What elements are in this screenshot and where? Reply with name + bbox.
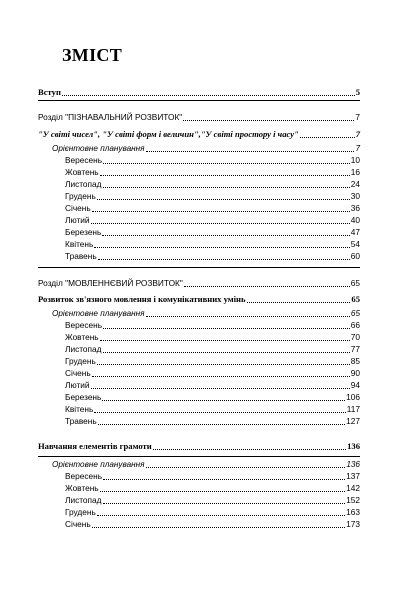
dot-leader <box>247 302 351 303</box>
dot-leader <box>91 223 350 224</box>
section-divider <box>38 100 360 101</box>
toc-page-number: 65 <box>350 309 360 318</box>
dot-leader <box>62 95 355 96</box>
toc-entry-section-speech[interactable] <box>38 278 360 289</box>
toc-entry-subsection-numbers[interactable] <box>38 129 360 140</box>
dot-leader <box>98 424 345 425</box>
toc-page-number: 94 <box>350 380 360 390</box>
toc-entry-label: Вересень <box>65 155 103 165</box>
toc-page-number: 40 <box>350 215 360 225</box>
dot-leader <box>92 211 350 212</box>
dot-leader <box>100 491 346 492</box>
toc-page-number: 117 <box>346 404 360 414</box>
toc-page-number: 106 <box>346 392 360 402</box>
toc-entry-month[interactable] <box>38 404 360 415</box>
toc-entry-intro[interactable] <box>38 87 360 98</box>
toc-entry-label: Лютий <box>65 215 90 225</box>
toc-page-number: 47 <box>350 227 360 237</box>
toc-page-number: 77 <box>350 344 360 354</box>
dot-leader <box>184 286 350 287</box>
toc-entry-month[interactable] <box>38 239 360 250</box>
toc-entry-month[interactable] <box>38 215 360 226</box>
toc-entry-label: Жовтень <box>65 483 99 493</box>
toc-entry-month[interactable] <box>38 495 360 506</box>
toc-entry-month[interactable] <box>38 344 360 355</box>
dot-leader <box>146 151 355 152</box>
toc-entry-month[interactable] <box>38 251 360 262</box>
dot-leader <box>92 527 345 528</box>
toc-entry-month[interactable] <box>38 368 360 379</box>
dot-leader <box>102 235 349 236</box>
toc-entry-label: Вступ <box>38 87 61 97</box>
toc-entry-label: Січень <box>65 519 91 529</box>
dot-leader <box>97 199 350 200</box>
toc-entry-month[interactable] <box>38 483 360 494</box>
dot-leader <box>300 137 355 138</box>
toc-page-number: 10 <box>350 155 360 165</box>
toc-entry-month[interactable] <box>38 332 360 343</box>
toc-page-number: 5 <box>355 87 360 97</box>
toc-page-number: 24 <box>350 179 360 189</box>
toc-entry-label: Березень <box>65 392 102 402</box>
dot-leader <box>98 259 350 260</box>
toc-entry-month[interactable] <box>38 519 360 530</box>
toc-page-number: 127 <box>346 416 360 426</box>
toc-entry-label: Квітень <box>65 404 94 414</box>
toc-entry-label: "У світі чисел", "У світі форм і величин","У світі простору і часу" <box>38 129 299 139</box>
toc-entry-planning[interactable] <box>38 459 360 470</box>
dot-leader <box>146 467 346 468</box>
toc-entry-label: Листопад <box>65 495 102 505</box>
toc-entry-month[interactable] <box>38 356 360 367</box>
toc-entry-label: Орієнтовне планування <box>52 460 145 469</box>
toc-page-number: 136 <box>347 441 360 451</box>
toc-entry-label: Жовтень <box>65 167 99 177</box>
dot-leader <box>100 340 350 341</box>
toc-entry-label: Лютий <box>65 380 90 390</box>
toc-page-number: 137 <box>346 471 360 481</box>
toc-entry-month[interactable] <box>38 416 360 427</box>
toc-page-number: 54 <box>350 239 360 249</box>
dot-leader <box>103 163 350 164</box>
toc-page-number: 7 <box>355 129 360 139</box>
toc-page-number: 7 <box>355 112 360 122</box>
toc-page-number: 163 <box>346 507 360 517</box>
toc-page-number: 85 <box>350 356 360 366</box>
section-divider <box>38 456 360 457</box>
toc-entry-label: Травень <box>65 251 97 261</box>
toc-entry-planning[interactable] <box>38 308 360 319</box>
toc-entry-section-cognitive[interactable] <box>38 112 360 123</box>
toc-entry-label: Жовтень <box>65 332 99 342</box>
toc-entry-month[interactable] <box>38 179 360 190</box>
dot-leader <box>103 479 345 480</box>
toc-page-number: 16 <box>350 167 360 177</box>
toc-entry-label: Грудень <box>65 191 96 201</box>
toc-entry-label: Квітень <box>65 239 94 249</box>
dot-leader <box>153 449 346 450</box>
toc-entry-month[interactable] <box>38 191 360 202</box>
toc-entry-planning[interactable] <box>38 143 360 154</box>
toc-page-number: 65 <box>351 294 360 304</box>
toc-entry-label: Березень <box>65 227 102 237</box>
toc-entry-month[interactable] <box>38 392 360 403</box>
toc-page-number: 142 <box>346 483 360 493</box>
toc-entry-label: Розділ "МОВЛЕННЄВИЙ РОЗВИТОК" <box>38 278 183 288</box>
dot-leader <box>146 316 350 317</box>
toc-page-number: 30 <box>350 191 360 201</box>
toc-page-number: 36 <box>350 203 360 213</box>
dot-leader <box>103 503 346 504</box>
dot-leader <box>97 364 350 365</box>
toc-entry-month[interactable] <box>38 380 360 391</box>
toc-page-number: 65 <box>350 278 360 288</box>
toc-entry-label: Січень <box>65 368 91 378</box>
dot-leader <box>102 400 345 401</box>
toc-entry-label: Січень <box>65 203 91 213</box>
dot-leader <box>103 187 350 188</box>
toc-entry-month[interactable] <box>38 320 360 331</box>
toc-entry-label: Навчання елементів грамоти <box>38 441 152 451</box>
toc-page-number: 152 <box>346 495 360 505</box>
toc-entry-label: Розвиток зв'язного мовлення і комунікативних умінь <box>38 294 246 304</box>
toc-entry-month[interactable] <box>38 507 360 518</box>
toc-entry-subsection-speech[interactable] <box>38 294 360 305</box>
toc-entry-month[interactable] <box>38 167 360 178</box>
dot-leader <box>183 120 354 121</box>
toc-page-number: 173 <box>346 519 360 529</box>
toc-entry-section-literacy[interactable] <box>38 441 360 452</box>
toc-entry-label: Грудень <box>65 507 96 517</box>
page-title: ЗМІСТ <box>62 45 122 65</box>
dot-leader <box>103 328 350 329</box>
toc-page-number: 60 <box>350 251 360 261</box>
toc-entry-month[interactable] <box>38 471 360 482</box>
toc-page-number: 136 <box>346 460 360 469</box>
toc-page-number: 7 <box>355 144 360 153</box>
dot-leader <box>91 388 350 389</box>
toc-entry-month[interactable] <box>38 155 360 166</box>
toc-entry-label: Вересень <box>65 471 103 481</box>
toc-entry-label: Листопад <box>65 179 102 189</box>
toc-entry-label: Травень <box>65 416 97 426</box>
toc-page-number: 70 <box>350 332 360 342</box>
toc-entry-month[interactable] <box>38 203 360 214</box>
toc-entry-month[interactable] <box>38 227 360 238</box>
dot-leader <box>103 352 350 353</box>
toc-page-number: 66 <box>350 320 360 330</box>
toc-entry-label: Орієнтовне планування <box>52 144 145 153</box>
dot-leader <box>100 175 350 176</box>
dot-leader <box>94 247 349 248</box>
section-divider <box>38 267 360 268</box>
toc-entry-label: Розділ "ПІЗНАВАЛЬНИЙ РОЗВИТОК" <box>38 112 183 122</box>
toc-entry-label: Листопад <box>65 344 102 354</box>
toc-page-number: 90 <box>350 368 360 378</box>
dot-leader <box>92 376 350 377</box>
toc-entry-label: Грудень <box>65 356 96 366</box>
dot-leader <box>94 412 345 413</box>
toc-entry-label: Вересень <box>65 320 103 330</box>
dot-leader <box>97 515 345 516</box>
toc-entry-label: Орієнтовне планування <box>52 309 145 318</box>
